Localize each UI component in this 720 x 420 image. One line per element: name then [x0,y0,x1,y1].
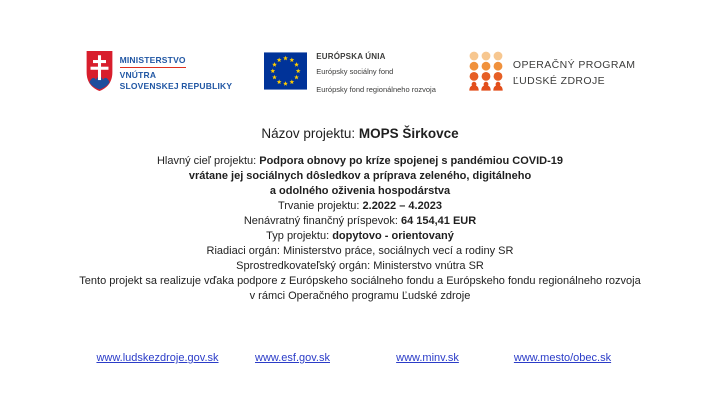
managing-authority-line: Riadiaci orgán: Ministerstvo práce, sociálnych vecí a rodiny SR [206,245,514,257]
project-type-line [0,229,720,244]
slovak-coat-of-arms-icon [85,50,114,97]
eu-title: EURÓPSKA ÚNIA [316,52,386,61]
operational-program-logo [468,51,636,96]
eu-fund-regional: Európsky fond regionálneho rozvoja [316,85,436,94]
ministry-line3: SLOVENSKEJ REPUBLIKY [119,81,233,92]
ministry-logo-text [120,55,233,92]
project-details [0,154,720,304]
funding-note-line-2: v rámci Operačného programu Ľudské zdroje [249,290,471,302]
ministry-line2: VNÚTRA [119,70,157,81]
people-dots-grid-icon [468,51,504,96]
eu-logo [264,52,436,95]
grant-line [0,214,720,229]
op-line2: ĽUDSKÉ ZDROJE [512,74,606,87]
grant-value: 64 154,41 EUR [400,215,477,227]
goal-text-3: a odolného oživenia hospodárstva [269,185,451,197]
duration-line [0,199,720,214]
duration-value: 2.2022 – 4.2023 [362,200,443,212]
link-ludskezdroje[interactable]: www.ludskezdroje.gov.sk [96,352,219,364]
project-title-value: MOPS Širkovce [358,126,459,141]
project-type-label: Typ projektu: [266,230,333,242]
ministry-logo [85,50,233,97]
logo-band [0,0,720,97]
eu-logo-text [316,52,436,94]
link-esf[interactable]: www.esf.gov.sk [255,352,330,364]
goal-line-1 [0,154,720,169]
project-title-label: Názov projektu: [261,126,359,141]
goal-text-2: vrátane jej sociálnych dôsledkov a príprava zeleného, digitálneho [188,170,532,182]
link-minv[interactable]: www.minv.sk [396,352,459,364]
project-type-value: dopytovo - orientovaný [332,230,454,242]
project-title-line [0,126,720,141]
goal-line-2 [0,169,720,184]
funding-note-line-1: Tento projekt sa realizuje vďaka podpore z Európskeho sociálneho fondu a Európskeho fondu regionálneho rozvoja [79,275,641,287]
intermediate-body-line: Sprostredkovateľský orgán: Ministerstvo vnútra SR [236,260,484,272]
op-line1: OPERAČNÝ PROGRAM [512,59,636,72]
operational-program-text [513,58,636,88]
ministry-name: MINISTERSTVO [120,55,186,68]
links-row [90,348,630,366]
eu-fund-social: Európsky sociálny fond [316,67,394,76]
goal-line-3 [0,184,720,199]
grant-label: Nenávratný finančný príspevok: [243,215,401,227]
goal-label: Hlavný cieľ projektu: [156,155,260,167]
link-mesto-obec[interactable]: www.mesto/obec.sk [513,352,612,364]
duration-label: Trvanie projektu: [277,200,363,212]
goal-text-1: Podpora obnovy po kríze spojenej s pandémiou COVID-19 [259,155,564,167]
eu-flag-icon [264,52,307,95]
